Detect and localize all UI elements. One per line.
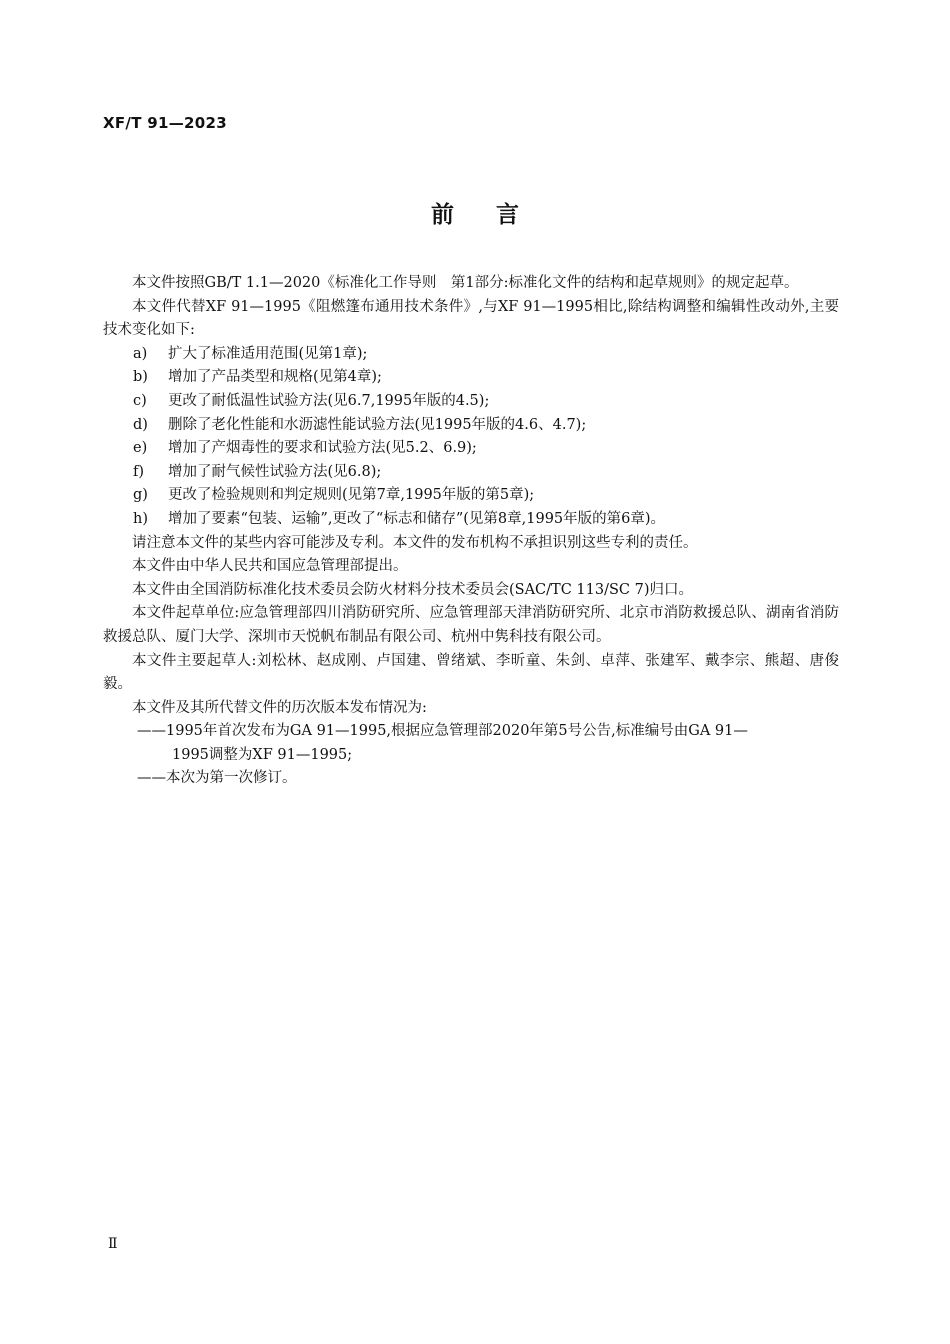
list-item-text: 增加了产品类型和规格(见第4章); xyxy=(168,369,382,386)
list-item xyxy=(103,343,839,367)
paragraph-drafters: 本文件主要起草人:刘松林、赵成刚、卢国建、曾绪斌、李昕童、朱剑、卓萍、张建军、戴李宗、熊超、唐俊毅。 xyxy=(103,652,839,693)
list-item-label: g) xyxy=(133,487,148,504)
list-item xyxy=(103,508,839,532)
list-item xyxy=(103,461,839,485)
list-item xyxy=(103,484,839,508)
paragraph-drafting-units: 本文件起草单位:应急管理部四川消防研究所、应急管理部天津消防研究所、北京市消防救援总队、湖南省消防救援总队、厦门大学、深圳市天悦帆布制品有限公司、杭州中隽科技有限公司。 xyxy=(103,605,839,645)
paragraph-committee: 本文件由全国消防标准化技术委员会防火材料分技术委员会(SAC/TC 113/SC 7)归口。 xyxy=(132,581,693,598)
list-item-label: b) xyxy=(133,369,148,386)
list-item-label: f) xyxy=(133,463,145,480)
page-number: Ⅱ xyxy=(108,1236,118,1252)
list-item-text: 更改了检验规则和判定规则(见第7章,1995年版的第5章); xyxy=(168,487,535,504)
list-item-text: 增加了耐气候性试验方法(见6.8); xyxy=(168,463,382,480)
list-item-text: 增加了产烟毒性的要求和试验方法(见5.2、6.9); xyxy=(168,440,477,457)
list-item-label: h) xyxy=(133,510,148,527)
history-item-continuation: 1995调整为XF 91—1995; xyxy=(172,746,353,763)
paragraph-patent-notice: 请注意本文件的某些内容可能涉及专利。本文件的发布机构不承担识别这些专利的责任。 xyxy=(132,534,698,551)
paragraph-proposer: 本文件由中华人民共和国应急管理部提出。 xyxy=(132,558,408,575)
list-item-label: c) xyxy=(133,392,147,409)
list-item-label: d) xyxy=(133,416,148,433)
list-item-label: e) xyxy=(133,440,148,457)
list-item-text: 增加了要素“包装、运输”,更改了“标志和储存”(见第8章,1995年版的第6章)。 xyxy=(168,510,666,527)
list-item xyxy=(103,366,839,390)
history-item xyxy=(103,720,839,767)
list-item-text: 更改了耐低温性试验方法(见6.7,1995年版的4.5); xyxy=(168,392,490,409)
paragraph-history-intro: 本文件及其所代替文件的历次版本发布情况为: xyxy=(132,699,427,716)
paragraph-drafting-basis: 本文件按照GB/T 1.1—2020《标准化工作导则 第1部分:标准化文件的结构和起草规则》的规定起草。 xyxy=(132,275,799,291)
list-item-text: 扩大了标准适用范围(见第1章); xyxy=(168,345,368,362)
history-item xyxy=(103,767,839,791)
list-item xyxy=(103,414,839,438)
document-body xyxy=(103,272,839,791)
history-item-line: ——1995年首次发布为GA 91—1995,根据应急管理部2020年第5号公告,标准编号由GA 91— xyxy=(137,723,748,740)
list-item xyxy=(103,390,839,414)
list-item-label: a) xyxy=(133,345,148,362)
document-id: XF/T 91—2023 xyxy=(103,114,227,132)
list-item xyxy=(103,437,839,461)
page-title: 前言 xyxy=(431,201,561,228)
paragraph-replacement: 本文件代替XF 91—1995《阻燃篷布通用技术条件》,与XF 91—1995相比,除结构调整和编辑性改动外,主要技术变化如下: xyxy=(103,298,839,339)
list-item-text: 删除了老化性能和水沥滤性能试验方法(见1995年版的4.6、4.7); xyxy=(168,416,587,433)
history-item-line: ——本次为第一次修订。 xyxy=(137,770,297,787)
